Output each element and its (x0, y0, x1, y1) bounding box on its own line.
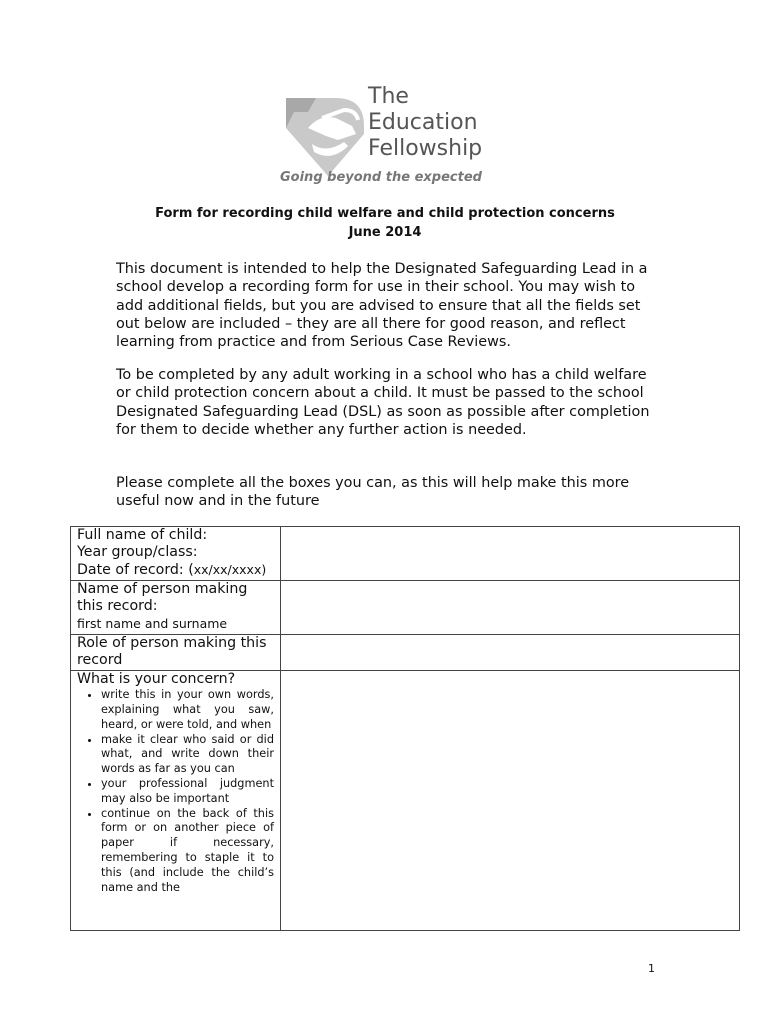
list-item: • make it clear who said or did what, and write down their words as far as you can (101, 733, 274, 777)
child-details-field[interactable] (281, 527, 740, 581)
form-row-person (71, 581, 740, 635)
date-label (77, 561, 274, 579)
page-number: 1 (648, 962, 655, 975)
list-item: • continue on the back of this form or on another piece of paper if necessary, remembering to staple it to this (and include the child’s name and the (101, 807, 274, 896)
form-label-cell (71, 581, 281, 635)
hands-heart-icon (278, 88, 368, 178)
year-group-label: Year group/class: (77, 544, 198, 561)
child-name-label: Full name of child: (77, 527, 208, 543)
logo-line-2: Education (368, 110, 478, 135)
logo (278, 84, 493, 194)
intro-paragraph-3: Please complete all the boxes you can, as this will help make this more useful now and in the future (116, 475, 630, 510)
concern-guidance-list (77, 688, 274, 895)
person-name-field[interactable] (281, 581, 740, 635)
logo-tagline: Going beyond the expected (280, 170, 482, 185)
logo-wordmark (368, 84, 482, 162)
person-hint: first name and surname (77, 616, 228, 632)
list-item: • write this in your own words, explaining what you saw, heard, or were told, and when (101, 688, 274, 732)
concern-label: What is your concern? (77, 671, 236, 687)
form-row-child (71, 527, 740, 581)
document-date: June 2014 (348, 225, 422, 240)
form-label-cell (71, 635, 281, 671)
logo-line-3: Fellowship (368, 136, 483, 161)
form-row-role (71, 635, 740, 671)
date-format-hint: xx/xx/xxxx) (193, 562, 267, 578)
list-item: • your professional judgment may also be important (101, 777, 274, 807)
person-label: Name of person making this record: (77, 581, 248, 615)
record-form-table (70, 526, 740, 931)
role-label: Role of person making this record (77, 635, 267, 669)
form-label-cell (71, 671, 281, 931)
intro-paragraph-2: To be completed by any adult working in a school who has a child welfare or child protection concern about a child. It must be passed to the school Designated Safeguarding Lead (DSL) as soon as possible after completion for them to decide whether any further action is needed. (116, 367, 650, 438)
date-label-text: Date of record: ( (77, 562, 194, 579)
form-label-cell (71, 527, 281, 581)
role-field[interactable] (281, 635, 740, 671)
intro-paragraph-1: This document is intended to help the Designated Safeguarding Lead in a school develop a recording form for use in their school. You may wish to add additional fields, but you are advised to ensure that all the fields set out below are included – they are all there for good reason, and reflect learning from practice and from Serious Case Reviews. (116, 261, 648, 351)
form-row-concern (71, 671, 740, 931)
logo-line-1: The (368, 84, 409, 109)
concern-field[interactable] (281, 671, 740, 931)
document-title: Form for recording child welfare and child protection concerns (155, 206, 615, 221)
